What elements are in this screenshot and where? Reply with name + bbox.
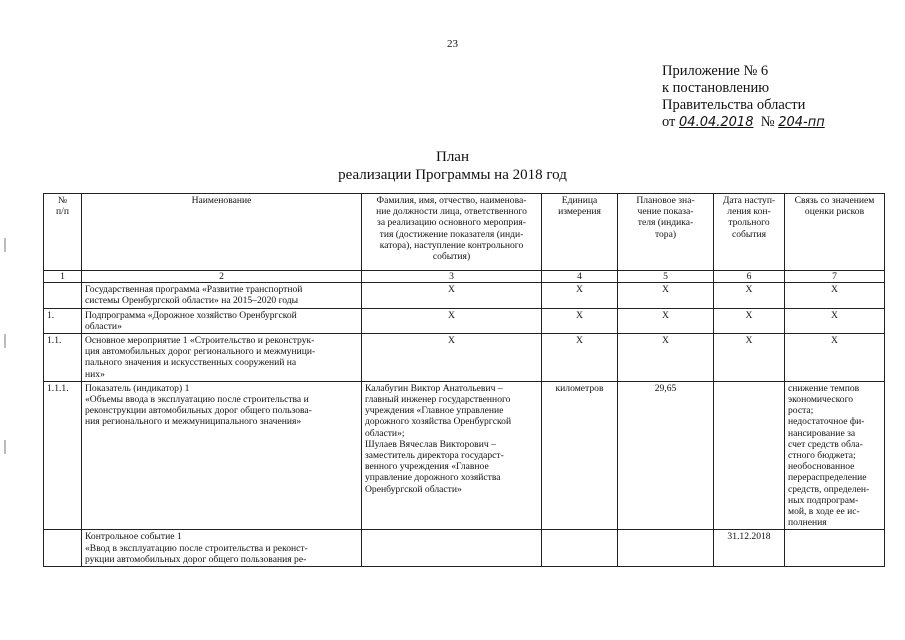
table-header-row [44,194,885,271]
table-row [44,308,885,333]
column-number: 6 [714,271,785,283]
annex-line-1: Приложение № 6 [662,63,769,79]
row-risk: Х [785,334,885,382]
scan-edge-mark [4,238,6,252]
row-name: Подпрограмма «Дорожное хозяйство Оренбургской области» [82,308,362,333]
row-event-date: Х [714,308,785,333]
row-responsible [362,530,542,567]
row-event-date: Х [714,283,785,308]
document-title [0,148,905,184]
row-unit: Х [542,283,618,308]
table-row [44,283,885,308]
row-risk [785,530,885,567]
scan-edge-mark [4,440,6,454]
row-unit: километров [542,381,618,530]
title-line-2: реализации Программы на 2018 год [338,167,567,183]
date-prefix: от [662,114,676,130]
row-number [44,530,82,567]
column-number-row [44,271,885,283]
annex-date-line [662,114,825,131]
column-number: 1 [44,271,82,283]
handwritten-number: 204-пп [778,115,825,130]
row-number [44,283,82,308]
row-unit [542,530,618,567]
header-unit: Единица измерения [542,194,618,271]
row-plan-value: Х [618,283,714,308]
header-number: № п/п [44,194,82,271]
row-unit: Х [542,334,618,382]
row-name: Основное мероприятие 1 «Строительство и реконструк- ция автомобильных дорог регионального и межмуници- пального значения и искусственных сооружений на них» [82,334,362,382]
number-prefix: № [760,114,775,130]
table-row [44,381,885,530]
row-responsible: Х [362,334,542,382]
row-event-date [714,381,785,530]
column-number: 3 [362,271,542,283]
row-responsible: Калабугин Виктор Анатольевич – главный инженер государственного учреждения «Главное управление дорожного хозяйства Оренбургской области»; Шулаев Вячеслав Викторович – заместитель директора государст- венного учреждения «Главное управление дорожного хозяйства Оренбургской области» [362,381,542,530]
row-risk: Х [785,283,885,308]
row-number: 1.1. [44,334,82,382]
row-plan-value: Х [618,334,714,382]
annex-line-3: Правительства области [662,97,806,113]
header-responsible: Фамилия, имя, отчество, наименова- ние должности лица, ответственного за реализацию основного мероприя- тия (достижение показателя (инди- катора), наступление контрольного события) [362,194,542,271]
title-line-1: План [435,149,469,165]
row-plan-value: 29,65 [618,381,714,530]
header-name: Наименование [82,194,362,271]
header-event-date: Дата наступ- ления кон- трольного события [714,194,785,271]
annex-block [662,63,825,131]
row-event-date: Х [714,334,785,382]
row-risk: Х [785,308,885,333]
row-plan-value [618,530,714,567]
row-name: Контрольное событие 1 «Ввод в эксплуатацию после строительства и реконст- рукции автомобильных дорог общего пользования ре- [82,530,362,567]
plan-table [43,193,885,567]
page-number: 23 [447,38,458,50]
column-number: 4 [542,271,618,283]
row-event-date: 31.12.2018 [714,530,785,567]
row-name: Государственная программа «Развитие транспортной системы Оренбургской области» на 2015–2020 годы [82,283,362,308]
header-plan-value: Плановое зна- чение показа- теля (индика- тора) [618,194,714,271]
row-number: 1.1.1. [44,381,82,530]
row-name: Показатель (индикатор) 1 «Объемы ввода в эксплуатацию после строительства и реконструкции автомобильных дорог общего пользова- ния регионального и межмуниципального значения» [82,381,362,530]
row-unit: Х [542,308,618,333]
scan-edge-mark [4,334,6,348]
row-number: 1. [44,308,82,333]
table-row [44,530,885,567]
header-risk: Связь со значением оценки рисков [785,194,885,271]
row-plan-value: Х [618,308,714,333]
column-number: 5 [618,271,714,283]
handwritten-date: 04.04.2018 [679,115,754,130]
annex-line-2: к постановлению [662,80,770,96]
table-row [44,334,885,382]
column-number: 2 [82,271,362,283]
column-number: 7 [785,271,885,283]
row-risk: снижение темпов экономического роста; недостаточное фи- нансирование за счет средств обла- стного бюджета; необоснованное перераспределение средств, определен- ных подпрограм- мой, в ходе ее ис- полнения [785,381,885,530]
row-responsible: Х [362,283,542,308]
row-responsible: Х [362,308,542,333]
